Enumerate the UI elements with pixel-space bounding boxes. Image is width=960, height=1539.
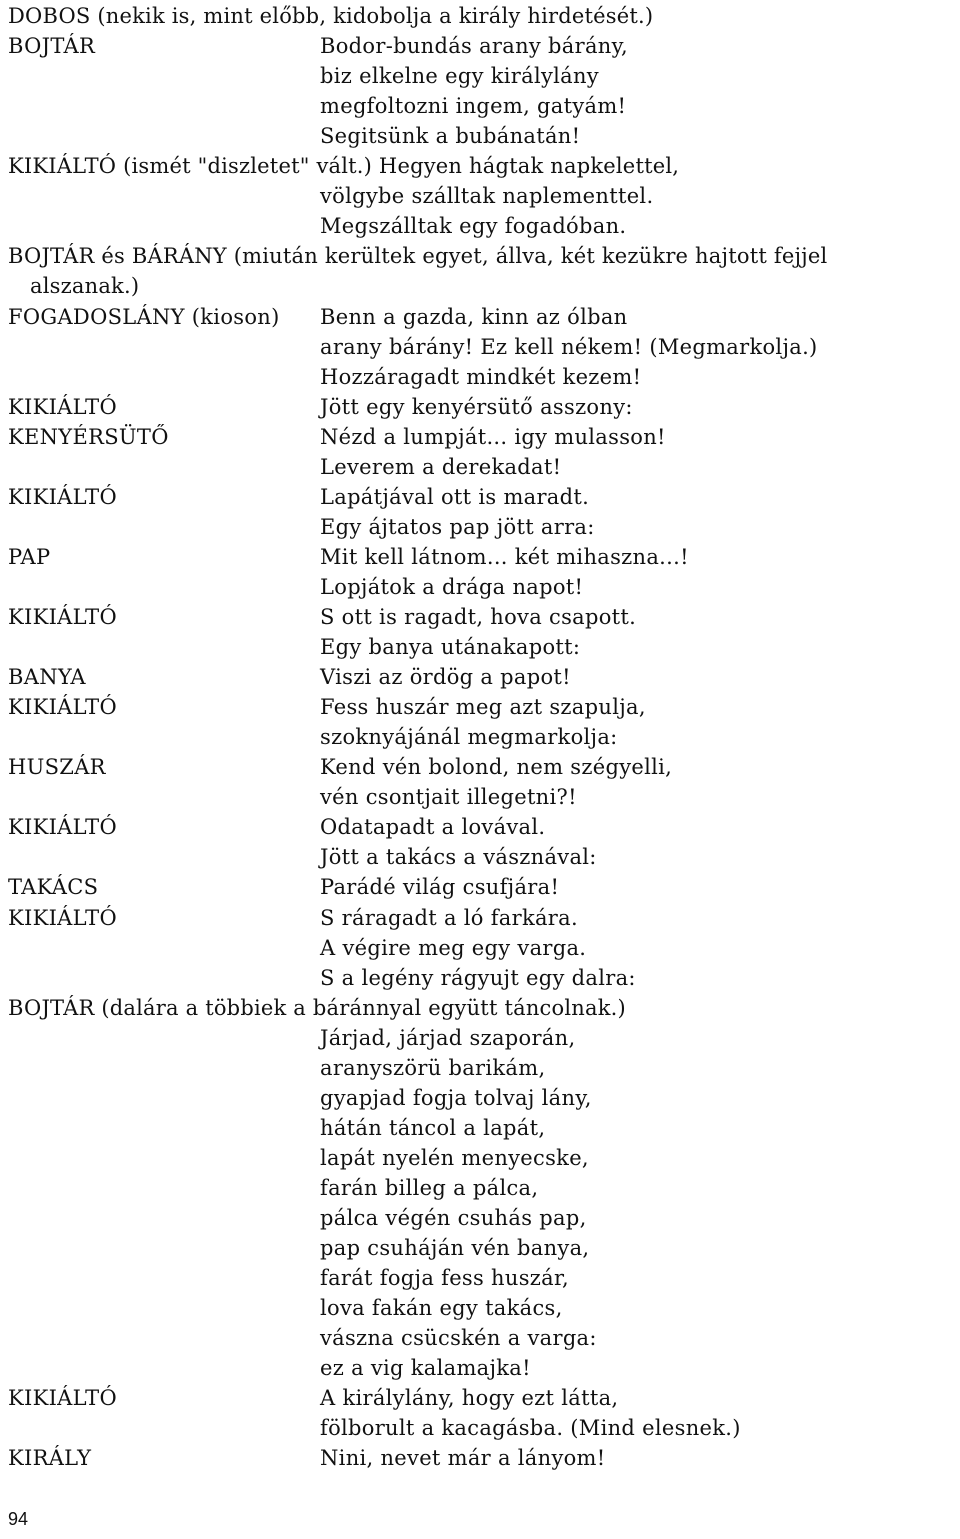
script-line xyxy=(0,1113,960,1143)
script-line xyxy=(0,31,960,61)
script-line xyxy=(0,1263,960,1293)
script-line xyxy=(0,692,960,722)
script-line xyxy=(0,903,960,933)
script-line xyxy=(0,752,960,782)
verse-text: lapát nyelén menyecske, xyxy=(320,1145,589,1170)
verse-text: Leverem a derekadat! xyxy=(320,454,562,479)
script-line xyxy=(0,211,960,241)
verse-text: S ott is ragadt, hova csapott. xyxy=(320,605,637,629)
verse-text: Járjad, járjad szaporán, xyxy=(320,1025,576,1050)
verse-text: Jött egy kenyérsütő asszony: xyxy=(320,394,633,419)
page-number: 94 xyxy=(8,1509,29,1529)
script-line xyxy=(0,1,960,31)
verse-text: aranyszörü barikám, xyxy=(320,1055,546,1080)
script-line xyxy=(0,812,960,842)
verse-text: Segitsünk a bubánatán! xyxy=(320,124,581,149)
script-line xyxy=(0,91,960,121)
script-line xyxy=(0,872,960,902)
verse-text: Odatapadt a lovával. xyxy=(320,815,546,840)
script-line xyxy=(0,632,960,662)
verse-text: lova fakán egy takács, xyxy=(320,1296,563,1321)
verse-text: arany bárány! Ez kell nékem! (Megmarkolja.) xyxy=(320,334,818,359)
verse-text: Kend vén bolond, nem szégyelli, xyxy=(320,755,673,780)
verse-text: Jött a takács a vásznával: xyxy=(320,845,597,870)
verse-text: Hozzáragadt mindkét kezem! xyxy=(320,364,642,389)
script-line xyxy=(0,1413,960,1443)
verse-text: Benn a gazda, kinn az ólban xyxy=(320,304,628,329)
script-line xyxy=(0,1383,960,1413)
verse-text: fölborult a kacagásba. (Mind elesnek.) xyxy=(320,1416,741,1441)
script-line xyxy=(0,1173,960,1203)
verse-text: Mit kell látnom... két mihaszna...! xyxy=(320,544,689,569)
speaker-name: KIKIÁLTÓ xyxy=(8,1386,117,1411)
script-line xyxy=(0,933,960,963)
verse-text: A királylány, hogy ezt látta, xyxy=(320,1386,619,1411)
script-line xyxy=(0,782,960,812)
script-line xyxy=(0,61,960,91)
script-line xyxy=(0,572,960,602)
verse-text: Bodor-bundás arany bárány, xyxy=(320,34,628,59)
verse-text: pap csuháján vén banya, xyxy=(320,1236,590,1261)
verse-text: Lapátjával ott is maradt. xyxy=(320,484,590,509)
speaker-name: KIKIÁLTÓ xyxy=(8,695,117,720)
script-line xyxy=(0,1203,960,1233)
verse-text: Fess huszár meg azt szapulja, xyxy=(320,695,646,720)
speaker-name: KIKIÁLTÓ xyxy=(8,484,117,509)
script-line xyxy=(0,512,960,542)
verse-text: vászna csücskén a varga: xyxy=(320,1326,597,1351)
stage-direction-line: KIKIÁLTÓ (ismét "diszletet" vált.) Hegyen hágtak napkelettel, xyxy=(8,154,680,179)
script-line xyxy=(0,1053,960,1083)
verse-text: Nézd a lumpját... igy mulasson! xyxy=(320,424,666,449)
script-line xyxy=(0,1443,960,1473)
verse-text: pálca végén csuhás pap, xyxy=(320,1206,587,1230)
verse-text: Lopjátok a drága napot! xyxy=(320,574,584,599)
stage-direction-line: BOJTÁR és BÁRÁNY (miután kerültek egyet, állva, két kezükre hajtott fejjel xyxy=(8,244,828,269)
speaker-name: PAP xyxy=(8,544,51,569)
verse-text: völgybe szálltak naplementtel. xyxy=(320,184,654,209)
script-line xyxy=(0,452,960,482)
script-line xyxy=(0,181,960,211)
verse-text: Megszálltak egy fogadóban. xyxy=(320,214,627,239)
verse-text: vén csontjait illegetni?! xyxy=(320,785,577,810)
script-line xyxy=(0,241,960,271)
verse-text: gyapjad fogja tolvaj lány, xyxy=(320,1085,592,1110)
speaker-name: FOGADOSLÁNY (kioson) xyxy=(8,304,280,329)
script-line xyxy=(0,151,960,181)
script-line xyxy=(0,121,960,151)
script-line xyxy=(0,422,960,452)
speaker-name: KENYÉRSÜTŐ xyxy=(8,424,169,449)
verse-text: Nini, nevet már a lányom! xyxy=(320,1446,606,1471)
stage-direction-line: DOBOS (nekik is, mint előbb, kidobolja a király hirdetését.) xyxy=(8,4,654,28)
script-line xyxy=(0,362,960,392)
verse-text: biz elkelne egy királylány xyxy=(320,64,599,89)
speaker-name: KIRÁLY xyxy=(8,1446,92,1471)
verse-text: szoknyájánál megmarkolja: xyxy=(320,725,618,750)
script-line xyxy=(0,602,960,632)
speaker-name: KIKIÁLTÓ xyxy=(8,815,117,840)
script-line xyxy=(0,842,960,872)
script-line xyxy=(0,963,960,993)
script-line xyxy=(0,482,960,512)
stage-direction-line: BOJTÁR (dalára a többiek a báránnyal együtt táncolnak.) xyxy=(8,995,626,1020)
verse-text: ez a vig kalamajka! xyxy=(320,1356,531,1381)
script-line xyxy=(0,1083,960,1113)
script-line xyxy=(0,302,960,332)
stage-direction-line: alszanak.) xyxy=(30,274,140,299)
script-line xyxy=(0,1233,960,1263)
script-line xyxy=(0,1023,960,1053)
verse-text: S ráragadt a ló farkára. xyxy=(320,905,578,930)
speaker-name: BOJTÁR xyxy=(8,34,96,59)
script-line xyxy=(0,993,960,1023)
verse-text: Egy banya utánakapott: xyxy=(320,635,581,660)
verse-text: Egy ájtatos pap jött arra: xyxy=(320,514,595,539)
script-line xyxy=(0,1353,960,1383)
script-line xyxy=(0,332,960,362)
speaker-name: KIKIÁLTÓ xyxy=(8,605,117,629)
script-line xyxy=(0,662,960,692)
verse-text: hátán táncol a lapát, xyxy=(320,1115,546,1140)
script-line xyxy=(0,542,960,572)
verse-text: farát fogja fess huszár, xyxy=(320,1266,569,1291)
script-line xyxy=(0,1143,960,1173)
verse-text: Viszi az ördög a papot! xyxy=(320,665,571,690)
verse-text: Parádé világ csufjára! xyxy=(320,875,560,900)
verse-text: megfoltozni ingem, gatyám! xyxy=(320,94,627,119)
speaker-name: TAKÁCS xyxy=(8,875,99,900)
script-line xyxy=(0,392,960,422)
verse-text: S a legény rágyujt egy dalra: xyxy=(320,965,636,990)
verse-text: A végire meg egy varga. xyxy=(320,935,587,960)
script-line xyxy=(0,1293,960,1323)
speaker-name: HUSZÁR xyxy=(8,755,106,780)
speaker-name: KIKIÁLTÓ xyxy=(8,905,117,930)
script-line xyxy=(0,1323,960,1353)
script-line xyxy=(0,271,960,301)
script-line xyxy=(0,722,960,752)
verse-text: farán billeg a pálca, xyxy=(320,1175,539,1200)
speaker-name: KIKIÁLTÓ xyxy=(8,394,117,419)
speaker-name: BANYA xyxy=(8,665,86,690)
